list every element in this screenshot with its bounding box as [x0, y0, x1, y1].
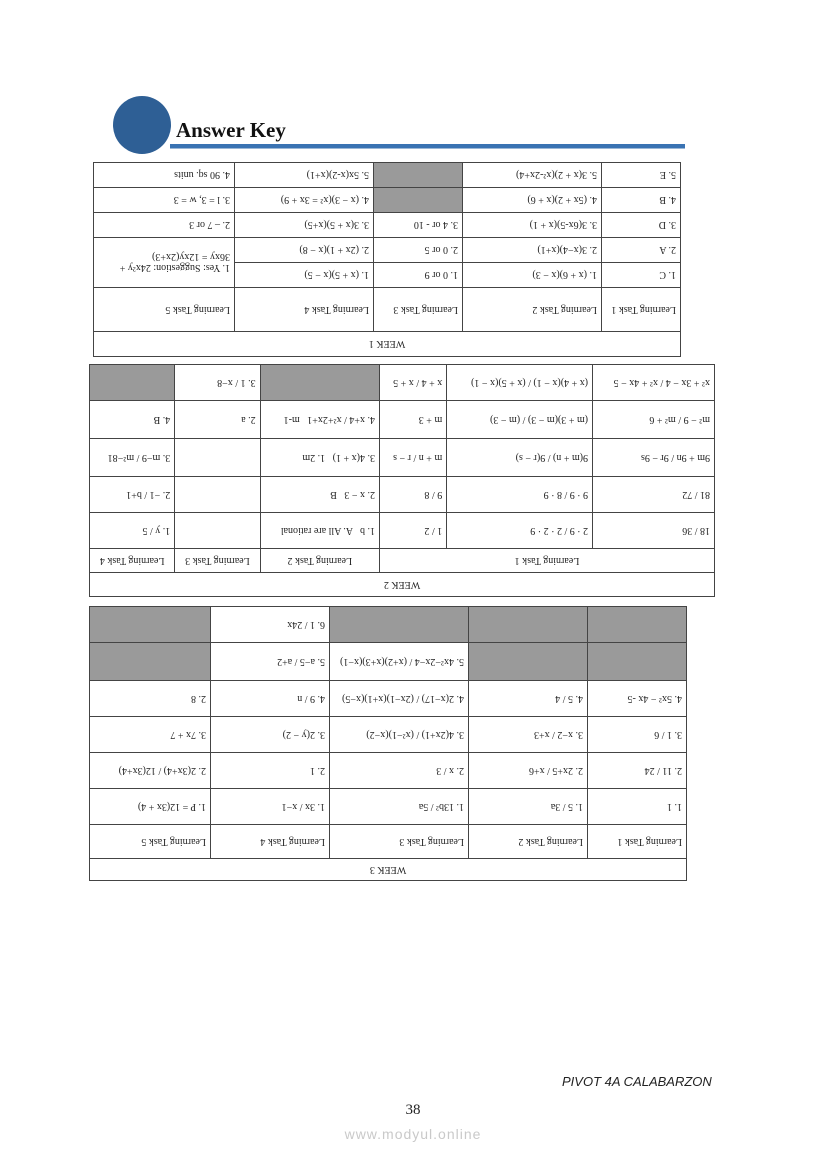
week1-cell: 5. E — [602, 163, 681, 188]
week2-cell — [175, 439, 260, 477]
week2-cell: 3. 1 / x−8 — [175, 365, 260, 401]
week2-cell: 2. a — [175, 401, 260, 439]
week3-empty-cell — [330, 607, 469, 643]
week1-cell: 5. 5x(x-2)(x+1) — [235, 163, 374, 188]
header-circle-decoration — [113, 96, 171, 154]
week2-lt2b-item: 1. 2m — [302, 452, 326, 463]
week3-title: WEEK 3 — [90, 859, 687, 881]
week1-cell: 1. (x + 5)(x − 5) — [235, 263, 374, 288]
week2-ratio-cell: m² − 9 / m² + 6 — [593, 401, 715, 439]
week3-cell: 4. 5x² − 4x -5 — [588, 681, 687, 717]
week3-cell: 3. 1 / 6 — [588, 717, 687, 753]
week3-cell: 1. 13b² / 5a — [330, 789, 469, 825]
week1-cell: 2. 0 or 5 — [374, 238, 463, 263]
week3-header-4: Learning Task 4 — [211, 825, 330, 859]
week1-cell: 2. 3(x−4)(x+1) — [463, 238, 602, 263]
week2-ratio-cell: 9 · 9 / 8 · 9 — [447, 477, 593, 513]
week2-ratio-cell: 9(m + n) / 9(r − s) — [447, 439, 593, 477]
week3-cell: 2. 2x+5 / x+6 — [469, 753, 588, 789]
week1-cell: 3. l = 3, w = 3 — [94, 188, 235, 213]
week3-cell: 4. 5 / 4 — [469, 681, 588, 717]
week3-cell: 4. 9 / n — [211, 681, 330, 717]
title-underline-thin — [170, 148, 685, 149]
week1-cell: 4. B — [602, 188, 681, 213]
week3-cell: 5. 4x²−2x−4 / (x+2)(x+3)(x−1) — [330, 643, 469, 681]
week1-header-5: Learning Task 5 — [94, 288, 235, 332]
week1-header-2: Learning Task 2 — [463, 288, 602, 332]
week3-empty-cell — [469, 607, 588, 643]
week3-cell: 3. 4(2x+1) / (x²−1)(x−2) — [330, 717, 469, 753]
week3-cell: 1. 5 / 3a — [469, 789, 588, 825]
week3-table — [89, 606, 687, 881]
week1-cell: 2. (2x + 1)(x − 8) — [235, 238, 374, 263]
week2-lt2-item: 3. 4(x + 1) — [332, 452, 375, 463]
week3-header-5: Learning Task 5 — [90, 825, 211, 859]
footer-label: PIVOT 4A CALABARZON — [562, 1074, 712, 1089]
week3-cell: 1. 1 — [588, 789, 687, 825]
week2-header-2: Learning Task 2 — [260, 549, 379, 573]
week3-cell: 1. P = 12(3x + 4) — [90, 789, 211, 825]
week2-empty-cell — [260, 365, 379, 401]
week1-table — [93, 162, 681, 357]
week1-header-4: Learning Task 4 — [235, 288, 374, 332]
week3-cell: 2. 1 — [211, 753, 330, 789]
week3-cell: 2. x / 3 — [330, 753, 469, 789]
week3-cell: 4. 2(x−17) / (2x−1)(x+1)(x−5) — [330, 681, 469, 717]
week2-cell — [175, 477, 260, 513]
week2-lt2-item: 4. x+4 / x²+2x+1 — [307, 414, 375, 425]
week2-empty-cell — [90, 365, 175, 401]
week2-ratio-cell: 81 / 72 — [593, 477, 715, 513]
week1-title: WEEK 1 — [94, 332, 681, 357]
week1-cell: 1. 0 or 9 — [374, 263, 463, 288]
week2-header-1: Learning Task 1 — [379, 549, 714, 573]
week2-cell — [175, 513, 260, 549]
watermark: www.modyul.online — [344, 1126, 482, 1142]
week1-header-3: Learning Task 3 — [374, 288, 463, 332]
week2-ratio-cell: x + 4 / x + 5 — [379, 365, 446, 401]
week2-cell: 3. m−9 / m²−81 — [90, 439, 175, 477]
week3-cell: 6. 1 / 24x — [211, 607, 330, 643]
week1-empty-cell — [374, 163, 463, 188]
week1-cell: 1. C — [602, 263, 681, 288]
week2-table — [89, 364, 715, 597]
week2-cell — [260, 513, 379, 549]
week2-ratio-cell: (m + 3)(m − 3) / (m − 3) — [447, 401, 593, 439]
week2-lt2b-item: B — [330, 489, 337, 500]
week1-cell: 1. Yes: Suggestion: 24x²y + 36xy = 12xy(2x+3) — [94, 238, 235, 288]
week2-lt2b-item: m-1 — [283, 414, 300, 425]
week2-lt2b-item: A. All are rational — [280, 525, 354, 536]
week1-cell: 4. (x − 3)(x² = 3x + 9) — [235, 188, 374, 213]
week2-header-4: Learning Task 4 — [90, 549, 175, 573]
week3-header-1: Learning Task 1 — [588, 825, 687, 859]
week2-cell: 1. y / 5 — [90, 513, 175, 549]
week3-cell: 3. x−2 / x+3 — [469, 717, 588, 753]
week2-cell — [260, 401, 379, 439]
week3-empty-cell — [469, 643, 588, 681]
week1-cell: 3. 3(6x-5)(x + 1) — [463, 213, 602, 238]
week3-cell: 3. 2(y − 2) — [211, 717, 330, 753]
week3-header-3: Learning Task 3 — [330, 825, 469, 859]
week3-empty-cell — [588, 607, 687, 643]
week3-empty-cell — [90, 607, 211, 643]
week3-cell: 3. 7x + 7 — [90, 717, 211, 753]
week3-cell: 5. a−5 / a+2 — [211, 643, 330, 681]
page-number: 38 — [405, 1102, 421, 1118]
week3-cell: 2. 11 / 24 — [588, 753, 687, 789]
week1-cell: 3. D — [602, 213, 681, 238]
week2-ratio-cell: m + 3 — [379, 401, 446, 439]
week1-cell: 3. 4 or - 10 — [374, 213, 463, 238]
week3-cell: 2. 8 — [90, 681, 211, 717]
week2-ratio-cell: (x + 4)(x − 1) / (x + 5)(x − 1) — [447, 365, 593, 401]
week2-cell: 4. B — [90, 401, 175, 439]
week2-header-3: Learning Task 3 — [175, 549, 260, 573]
week3-header-2: Learning Task 2 — [469, 825, 588, 859]
week2-ratio-cell: x² + 3x − 4 / x² + 4x − 5 — [593, 365, 715, 401]
week1-cell: 5. 3(x + 2)(x²-2x+4) — [463, 163, 602, 188]
week2-cell — [260, 439, 379, 477]
week2-title: WEEK 2 — [90, 573, 715, 597]
week1-empty-cell — [374, 188, 463, 213]
week2-cell: 2. −1 / b+1 — [90, 477, 175, 513]
week1-header-1: Learning Task 1 — [602, 288, 681, 332]
week2-ratio-cell: 18 / 36 — [593, 513, 715, 549]
week2-ratio-cell: m + n / r − s — [379, 439, 446, 477]
week2-lt2-item: 2. x − 3 — [344, 489, 375, 500]
week3-cell: 2. 2(3x+4) / 12(3x+4) — [90, 753, 211, 789]
week2-ratio-cell: 9 / 8 — [379, 477, 446, 513]
week1-cell: 4. 90 sq. units — [94, 163, 235, 188]
week1-cell: 2. A — [602, 238, 681, 263]
week2-lt2-item: 1. b — [359, 525, 375, 536]
week2-ratio-cell: 1 / 2 — [379, 513, 446, 549]
week2-ratio-cell: 9m + 9n / 9r − 9s — [593, 439, 715, 477]
week2-cell — [260, 477, 379, 513]
week3-empty-cell — [90, 643, 211, 681]
week1-cell: 2. – 7 or 3 — [94, 213, 235, 238]
week1-cell: 4. (5x + 2)(x + 6) — [463, 188, 602, 213]
week1-cell: 3. 3(x + 5)(x+5) — [235, 213, 374, 238]
week2-ratio-cell: 2 · 9 / 2 · 2 · 9 — [447, 513, 593, 549]
week3-empty-cell — [588, 643, 687, 681]
page-title: Answer Key — [176, 118, 286, 142]
week1-cell: 1. (x + 6)(x − 3) — [463, 263, 602, 288]
week3-cell: 1. 3x / x−1 — [211, 789, 330, 825]
